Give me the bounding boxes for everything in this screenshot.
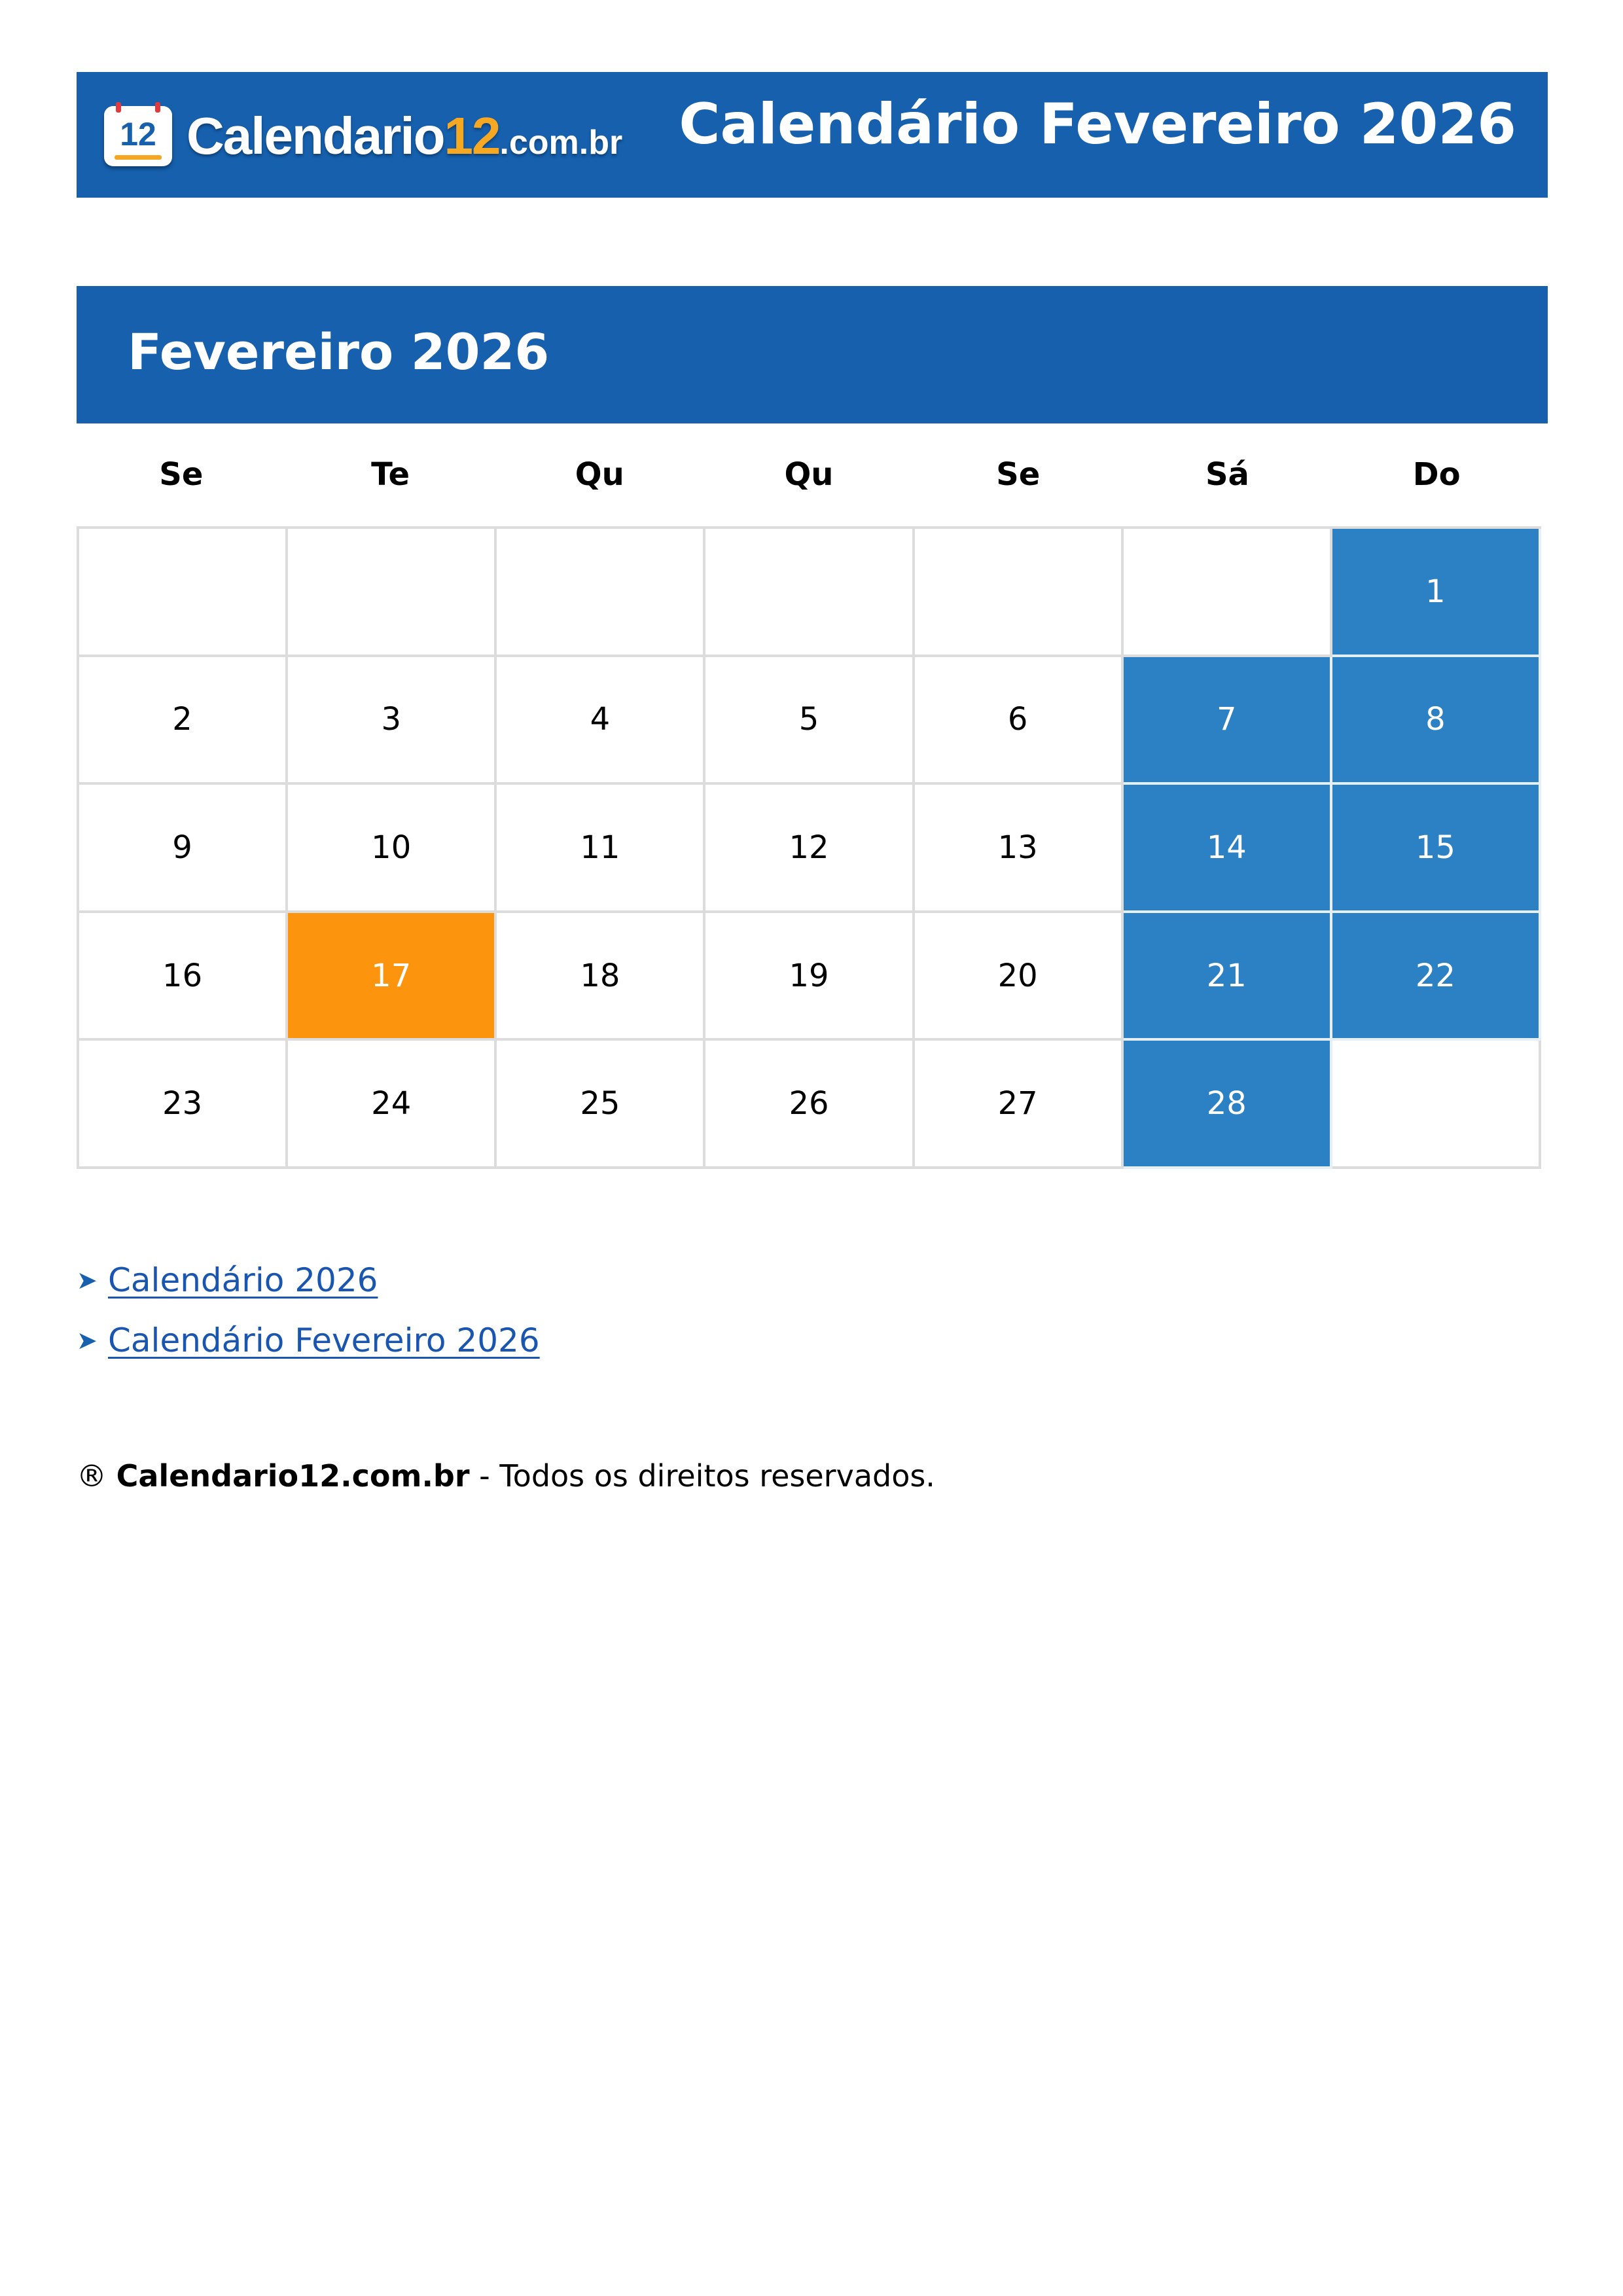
day-cell: 25 <box>497 1041 705 1169</box>
calendar-icon-number: 12 <box>120 116 156 152</box>
day-cell: 15 <box>1332 785 1541 913</box>
related-links <box>77 1250 540 1371</box>
page-title: Calendário Fevereiro 2026 <box>679 92 1516 157</box>
weekday-label: Se <box>159 456 204 493</box>
day-cell: 24 <box>288 1041 497 1169</box>
day-cell: 4 <box>497 657 705 785</box>
link-calendar-month[interactable]: Calendário Fevereiro 2026 <box>108 1321 540 1359</box>
weekday-header <box>77 452 1541 497</box>
calendar-icon <box>104 106 172 166</box>
empty-day-cell <box>1124 529 1332 657</box>
day-cell: 19 <box>705 913 914 1041</box>
day-cell: 21 <box>1124 913 1332 1041</box>
logo-domain: .com.br <box>499 124 623 162</box>
day-cell: 5 <box>705 657 914 785</box>
weekday-label: Do <box>1412 456 1461 493</box>
weekday-label: Te <box>371 456 410 493</box>
day-cell: 17 <box>288 913 497 1041</box>
day-cell: 12 <box>705 785 914 913</box>
day-cell: 9 <box>79 785 288 913</box>
empty-day-cell <box>288 529 497 657</box>
empty-day-cell <box>497 529 705 657</box>
day-cell: 14 <box>1124 785 1332 913</box>
logo-number: 12 <box>444 107 500 165</box>
page-header <box>77 72 1548 198</box>
weekday-label: Qu <box>575 456 624 493</box>
arrow-icon: ➤ <box>77 1326 98 1355</box>
day-cell: 27 <box>915 1041 1124 1169</box>
day-cell: 20 <box>915 913 1124 1041</box>
day-cell: 22 <box>1332 913 1541 1041</box>
link-calendar-year[interactable]: Calendário 2026 <box>108 1261 378 1299</box>
site-logo[interactable] <box>104 105 622 168</box>
logo-name: Calendario <box>187 107 444 165</box>
day-cell: 13 <box>915 785 1124 913</box>
day-cell: 8 <box>1332 657 1541 785</box>
empty-day-cell <box>1332 1041 1541 1169</box>
day-cell: 7 <box>1124 657 1332 785</box>
registered-icon: ® <box>77 1458 107 1494</box>
day-cell: 23 <box>79 1041 288 1169</box>
footer-text: - Todos os direitos reservados. <box>479 1458 935 1494</box>
weekday-label: Sá <box>1205 456 1249 493</box>
day-cell: 10 <box>288 785 497 913</box>
calendar-grid <box>77 526 1541 1169</box>
day-cell: 16 <box>79 913 288 1041</box>
empty-day-cell <box>705 529 914 657</box>
footer <box>77 1458 935 1494</box>
day-cell: 3 <box>288 657 497 785</box>
day-cell: 28 <box>1124 1041 1332 1169</box>
month-title: Fevereiro 2026 <box>128 323 550 381</box>
day-cell: 2 <box>79 657 288 785</box>
link-item <box>77 1250 540 1310</box>
link-item <box>77 1310 540 1371</box>
weekday-label: Qu <box>784 456 834 493</box>
weekday-label: Se <box>996 456 1041 493</box>
empty-day-cell <box>915 529 1124 657</box>
day-cell: 11 <box>497 785 705 913</box>
day-cell: 26 <box>705 1041 914 1169</box>
day-cell: 18 <box>497 913 705 1041</box>
footer-site: Calendario12.com.br <box>116 1458 470 1494</box>
month-banner <box>77 286 1548 423</box>
day-cell: 1 <box>1332 529 1541 657</box>
day-cell: 6 <box>915 657 1124 785</box>
arrow-icon: ➤ <box>77 1266 98 1295</box>
empty-day-cell <box>79 529 288 657</box>
logo-wordmark <box>187 106 622 166</box>
